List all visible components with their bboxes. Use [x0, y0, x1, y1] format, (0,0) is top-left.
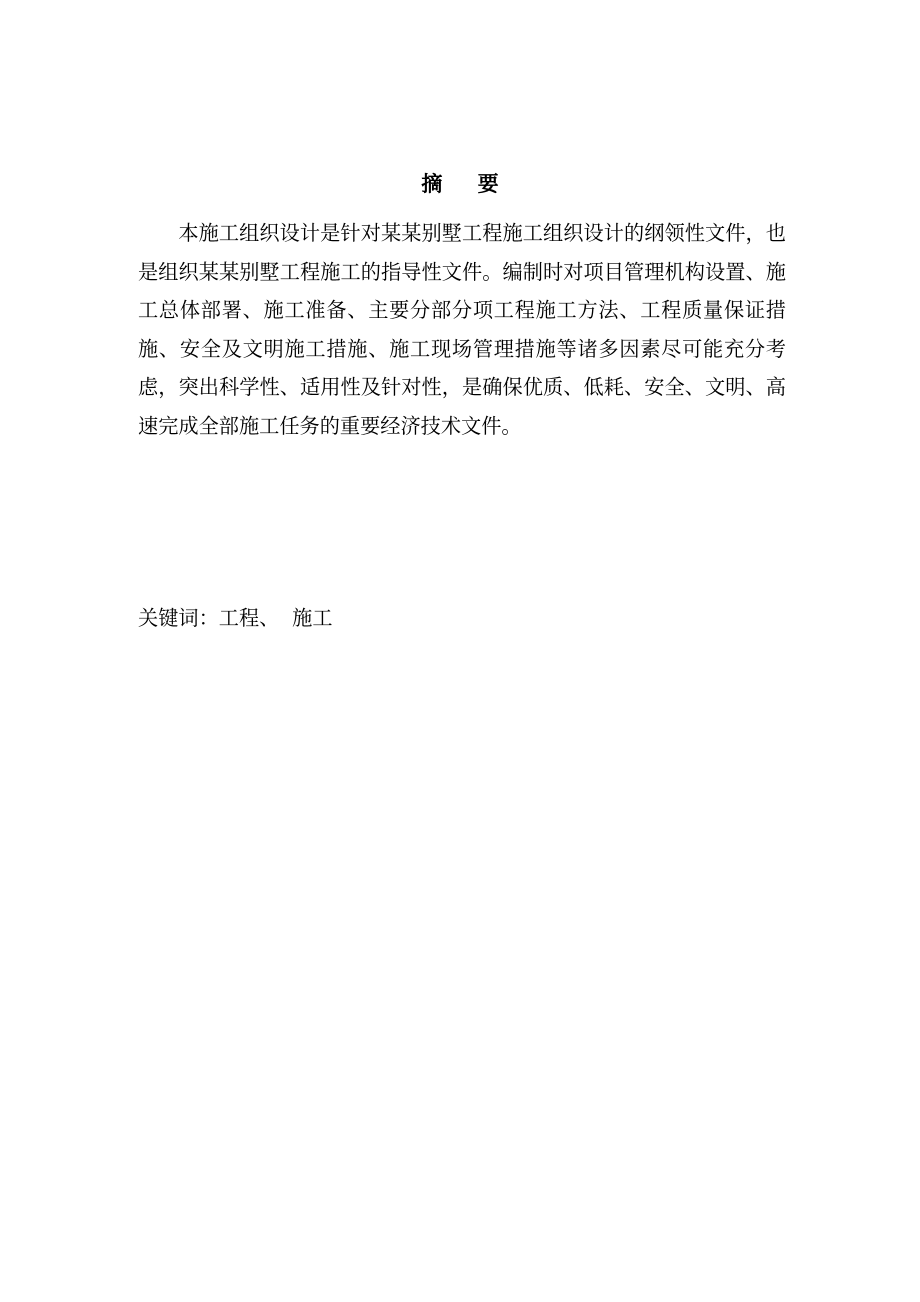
- keywords-line: 关键词：工程、 施工: [138, 606, 333, 630]
- abstract-title: 摘 要: [421, 171, 513, 196]
- abstract-paragraph: 本施工组织设计是针对某某别墅工程施工组织设计的纲领性文件，也是组织某某别墅工程施工的指导性文件。编制时对项目管理机构设置、施工总体部署、施工准备、主要分部分项工程施工方法、工程质量保证措施、安全及文明施工措施、施工现场管理措施等诸多因素尽可能充分考虑，突出科学性、适用性及针对性，是确保优质、低耗、安全、文明、高速完成全部施工任务的重要经济技术文件。: [138, 221, 786, 438]
